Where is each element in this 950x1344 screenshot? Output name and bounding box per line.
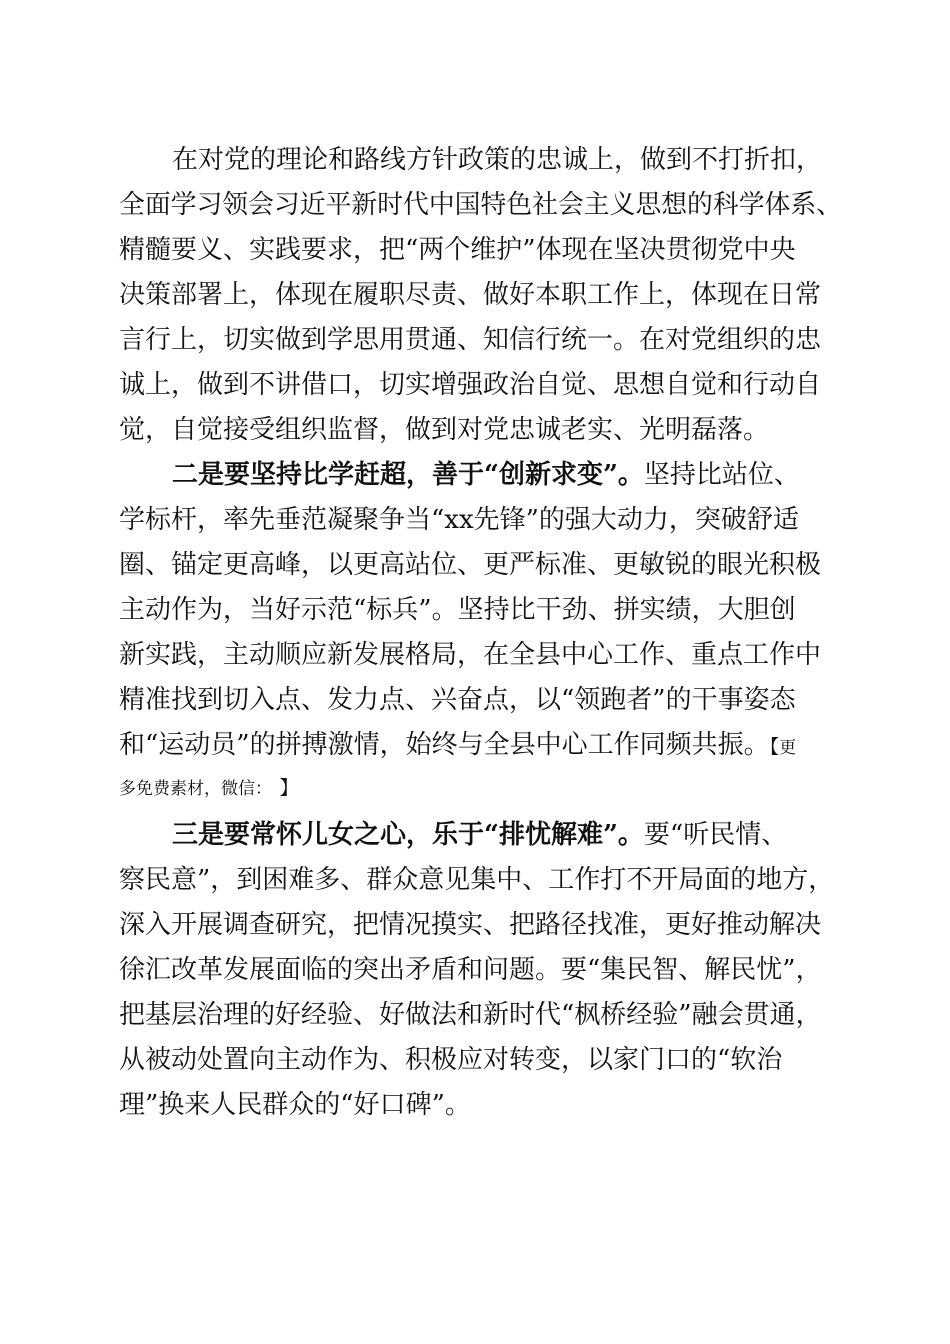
paragraph-2-line-5: 新实践，主动顺应新发展格局，在全县中心工作、重点工作中 xyxy=(119,640,822,670)
paragraph-1-line-4: 决策部署上，体现在履职尽责、做好本职工作上，体现在日常 xyxy=(119,280,822,310)
paragraph-2-line-4: 主动作为，当好示范“标兵”。坚持比干劲、拼实绩，大胆创 xyxy=(119,595,796,625)
paragraph-3-line-2: 察民意”，到困难多、群众意见集中、工作打不开局面的地方， xyxy=(119,865,835,895)
paragraph-2-line-1-rest: 坚持比站位、 xyxy=(643,460,800,490)
paragraph-3-line-1-rest: 要“听民情、 xyxy=(643,820,788,850)
note-line xyxy=(119,777,299,800)
paragraph-1-line-7: 觉，自觉接受组织监督，做到对党忠诚老实、光明磊落。 xyxy=(119,415,770,445)
note-bracket-close: 】 xyxy=(279,777,299,799)
paragraph-2-line-6: 精准找到切入点、发力点、兴奋点，以“领跑者”的干事姿态 xyxy=(119,685,796,715)
paragraph-2-line-1 xyxy=(172,458,800,492)
paragraph-3-line-5: 把基层治理的好经验、好做法和新时代“枫桥经验”融会贯通， xyxy=(119,1000,822,1030)
paragraph-2-heading: 二是要坚持比学赶超，善于“创新求变”。 xyxy=(172,460,644,490)
paragraph-3-line-7: 理”换来人民群众的“好口碑”。 xyxy=(119,1090,471,1120)
paragraph-3-line-6: 从被动处置向主动作为、积极应对转变，以家门口的“软治 xyxy=(119,1045,783,1075)
paragraph-2-last-line: 和“运动员”的拼搏激情，始终与全县中心工作同频共振。 xyxy=(119,730,770,760)
paragraph-1-line-1: 在对党的理论和路线方针政策的忠诚上，做到不打折扣， xyxy=(172,145,823,175)
paragraph-1-line-3: 精髓要义、实践要求，把“两个维护”体现在坚决贯彻党中央 xyxy=(119,235,796,265)
paragraph-3-heading: 三是要常怀儿女之心，乐于“排忧解难”。 xyxy=(172,820,644,850)
note-bracket-open: 【 xyxy=(769,736,780,758)
paragraph-3-line-1 xyxy=(172,818,787,852)
paragraph-1-line-2: 全面学习领会习近平新时代中国特色社会主义思想的科学体系、 xyxy=(119,190,842,220)
paragraph-2-line-3: 圈、锚定更高峰，以更高站位、更严标准、更敏锐的眼光积极 xyxy=(119,550,822,580)
paragraph-1-line-6: 诚上，做到不讲借口，切实增强政治自觉、思想自觉和行动自 xyxy=(119,370,822,400)
paragraph-1-line-5: 言行上，切实做到学思用贯通、知信行统一。在对党组织的忠 xyxy=(119,325,822,355)
paragraph-2-line-2: 学标杆，率先垂范凝聚争当“xx先锋”的强大动力，突破舒适 xyxy=(119,505,799,535)
paragraph-3-line-4: 徐汇改革发展面临的突出矛盾和问题。要“集民智、解民忧”， xyxy=(119,955,822,985)
paragraph-2-line-7 xyxy=(119,728,796,764)
note-tail: 更 xyxy=(779,738,797,758)
note-line-text: 多免费素材，微信： xyxy=(119,779,264,799)
paragraph-3-line-3: 深入开展调查研究，把情况摸实、把路径找准，更好推动解决 xyxy=(119,910,822,940)
